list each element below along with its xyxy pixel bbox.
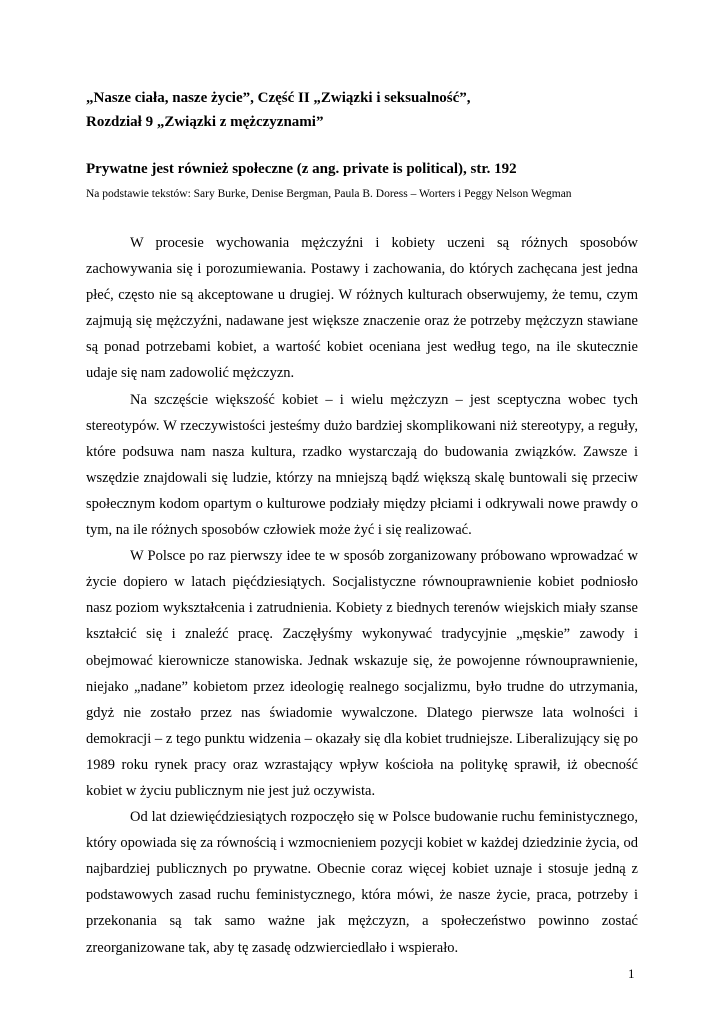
chapter-title-line-2: Rozdział 9 „Związki z mężczyznami”: [86, 114, 324, 130]
paragraph-3: W Polsce po raz pierwszy idee te w sposób zorganizowany próbowano wprowadzać w życie dopiero w latach pięćdziesiątych. Socjalistyczne równouprawnienie kobiet podniosło nasz poziom wykształcenia i zatrudnienia. Kobiety z biednych terenów wiejskich miały szanse kształcić się i znaleźć pracę. Zaczęłyśmy wykonywać tradycyjnie „męskie” zawody i obejmować kierownicze stanowiska. Jednak wskazuje się, że powojenne równouprawnienie, niejako „nadane” kobietom przez ideologię realnego socjalizmu, było trudne do utrzymania, gdyż nie zostało przez nas świadomie wywalczone. Dlatego pierwsze lata wolności i demokracji – z tego punktu widzenia – okazały się dla kobiet trudniejsze. Liberalizujący się po 1989 roku rynek pracy oraz wzrastający wpływ kościoła na politykę sprawił, iż obecność kobiet w życiu publicznym nie jest już oczywista.: [86, 548, 638, 799]
body-text: [86, 230, 638, 961]
source-note: Na podstawie tekstów: Sary Burke, Denise Bergman, Paula B. Doress – Worters i Peggy Nelson Wegman: [86, 188, 572, 200]
page-number: 1: [628, 966, 635, 981]
section-title: Prywatne jest również społeczne (z ang. private is political), str. 192: [86, 161, 517, 177]
paragraph-1: W procesie wychowania mężczyźni i kobiety uczeni są różnych sposobów zachowywania się i porozumiewania. Postawy i zachowania, do których zachęcana jest jedna płeć, często nie są akceptowane u drugiej. W różnych kulturach obserwujemy, że temu, czym zajmują się mężczyźni, nadawane jest większe znaczenie oraz że potrzeby mężczyzn stawiane są ponad potrzebami kobiet, a wartość kobiet oceniana jest według tego, na ile skutecznie udaje się nam zadowolić mężczyzn.: [86, 235, 638, 382]
chapter-title-line-1: „Nasze ciała, nasze życie”, Część II „Związki i seksualność”,: [86, 90, 471, 106]
paragraph-4: Od lat dziewięćdziesiątych rozpoczęło się w Polsce budowanie ruchu feministycznego, który opowiada się za równością i wzmocnieniem pozycji kobiet w każdej dziedzinie życia, od najbardziej publicznych po prywatne. Obecnie coraz więcej kobiet uznaje i stosuje jedną z podstawowych zasad ruchu feministycznego, która mówi, że nasze życie, praca, potrzeby i przekonania są tak samo ważne jak mężczyzn, a społeczeństwo powinno zostać zreorganizowane tak, aby tę zasadę odzwierciedlało i wspierało.: [86, 809, 638, 956]
paragraph-2: Na szczęście większość kobiet – i wielu mężczyzn – jest sceptyczna wobec tych stereotypów. W rzeczywistości jesteśmy dużo bardziej skomplikowani niż stereotypy, a reguły, które podsuwa nam nasza kultura, rzadko wystarczają do budowania związków. Zawsze i wszędzie znajdowali się ludzie, którzy na mniejszą bądź większą skalę buntowali się przeciw społecznym kodom opartym o kulturowe podziały między płciami i odkrywali nowe prawdy o tym, na ile różnych sposobów człowiek może żyć i się realizować.: [86, 391, 638, 539]
